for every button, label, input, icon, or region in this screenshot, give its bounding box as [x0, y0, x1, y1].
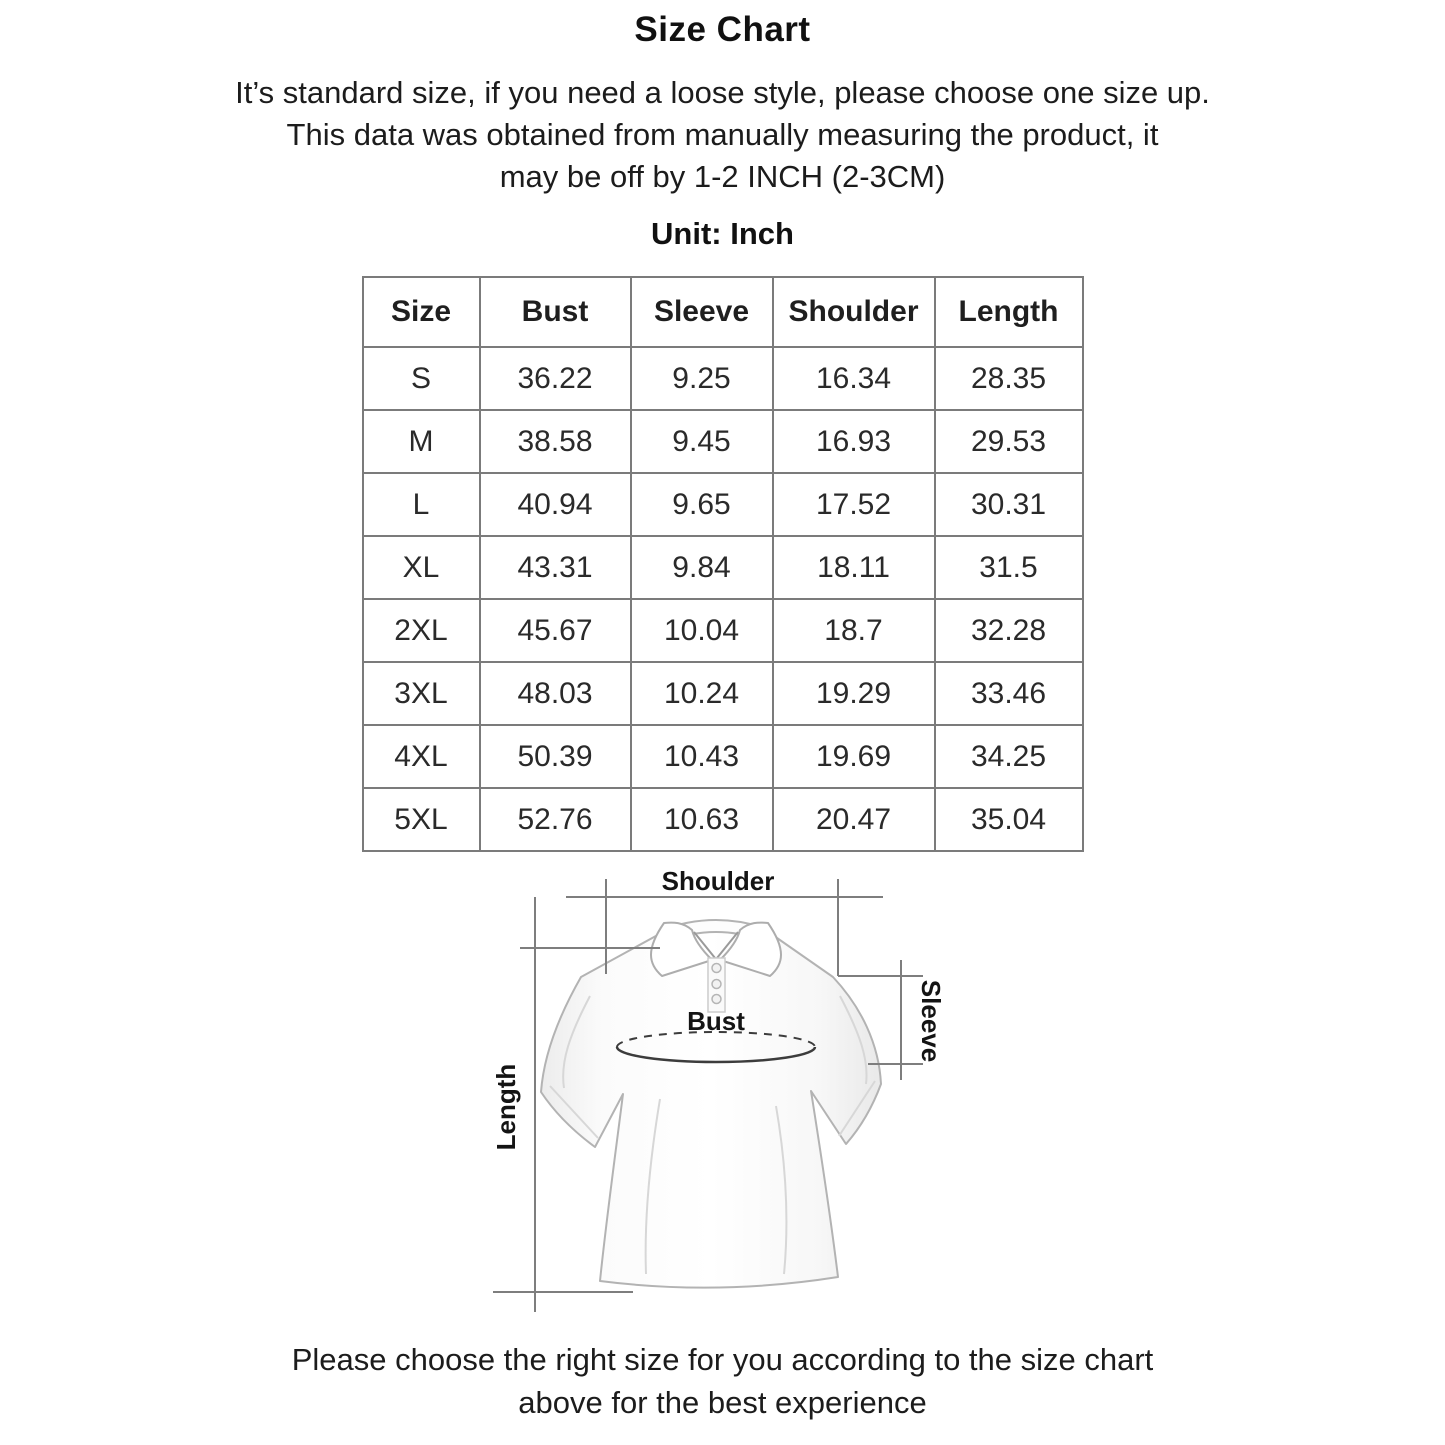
table-row-m	[363, 410, 1083, 473]
footer-line-1: Please choose the right size for you according to the size chart	[291, 1342, 1154, 1377]
placket-button	[712, 964, 721, 973]
shoulder-cell: 18.7	[773, 599, 935, 662]
size-table	[362, 276, 1084, 852]
length-cell: 31.5	[935, 536, 1083, 599]
sleeve-cell: 9.45	[631, 410, 773, 473]
column-header-sleeve: Sleeve	[631, 277, 773, 347]
bust-cell: 50.39	[480, 725, 631, 788]
table-body	[363, 347, 1083, 851]
footer-line-2: above for the best experience	[518, 1385, 927, 1420]
shoulder-cell: 16.34	[773, 347, 935, 410]
table-head	[363, 277, 1083, 347]
size-note	[0, 72, 1445, 198]
size-cell: 5XL	[363, 788, 480, 851]
length-cell: 35.04	[935, 788, 1083, 851]
table-row-5xl	[363, 788, 1083, 851]
sleeve-cell: 10.04	[631, 599, 773, 662]
size-note-line-1: It’s standard size, if you need a loose style, please choose one size up.	[235, 75, 1210, 110]
size-cell: 4XL	[363, 725, 480, 788]
size-cell: M	[363, 410, 480, 473]
length-cell: 30.31	[935, 473, 1083, 536]
size-note-line-3: may be off by 1-2 INCH (2-3CM)	[499, 159, 946, 194]
size-cell: 2XL	[363, 599, 480, 662]
shoulder-label: Shoulder	[661, 866, 774, 896]
table-row-2xl	[363, 599, 1083, 662]
length-cell: 29.53	[935, 410, 1083, 473]
bust-cell: 36.22	[480, 347, 631, 410]
sleeve-cell: 9.65	[631, 473, 773, 536]
sleeve-cell: 9.25	[631, 347, 773, 410]
size-cell: XL	[363, 536, 480, 599]
table-row-s	[363, 347, 1083, 410]
bust-cell: 38.58	[480, 410, 631, 473]
column-header-bust: Bust	[480, 277, 631, 347]
shoulder-cell: 19.69	[773, 725, 935, 788]
placket-button	[712, 995, 721, 1004]
length-cell: 28.35	[935, 347, 1083, 410]
column-header-size: Size	[363, 277, 480, 347]
table-row-4xl	[363, 725, 1083, 788]
footer-note	[0, 1338, 1445, 1424]
shoulder-cell: 20.47	[773, 788, 935, 851]
shoulder-cell: 19.29	[773, 662, 935, 725]
table-row-l	[363, 473, 1083, 536]
column-header-length: Length	[935, 277, 1083, 347]
placket-button	[712, 980, 721, 989]
table-row-xl	[363, 536, 1083, 599]
column-header-shoulder: Shoulder	[773, 277, 935, 347]
page-title: Size Chart	[634, 10, 811, 49]
sleeve-cell: 10.43	[631, 725, 773, 788]
length-cell: 34.25	[935, 725, 1083, 788]
length-label: Length	[490, 1063, 521, 1151]
polo-shirt-illustration	[541, 920, 881, 1288]
size-cell: L	[363, 473, 480, 536]
table-row-3xl	[363, 662, 1083, 725]
sleeve-cell: 9.84	[631, 536, 773, 599]
size-cell: 3XL	[363, 662, 480, 725]
sleeve-cell: 10.24	[631, 662, 773, 725]
sleeve-label: Sleeve	[915, 979, 946, 1063]
unit-label: Unit: Inch	[651, 216, 794, 251]
shoulder-cell: 18.11	[773, 536, 935, 599]
bust-label: Bust	[686, 1006, 745, 1036]
shoulder-cell: 17.52	[773, 473, 935, 536]
bust-cell: 40.94	[480, 473, 631, 536]
bust-cell: 48.03	[480, 662, 631, 725]
table-header-row	[363, 277, 1083, 347]
sleeve-cell: 10.63	[631, 788, 773, 851]
bust-cell: 45.67	[480, 599, 631, 662]
length-cell: 33.46	[935, 662, 1083, 725]
shoulder-cell: 16.93	[773, 410, 935, 473]
measurement-diagram	[458, 862, 988, 1320]
bust-cell: 52.76	[480, 788, 631, 851]
length-cell: 32.28	[935, 599, 1083, 662]
size-cell: S	[363, 347, 480, 410]
bust-cell: 43.31	[480, 536, 631, 599]
size-note-line-2: This data was obtained from manually measuring the product, it	[286, 117, 1159, 152]
